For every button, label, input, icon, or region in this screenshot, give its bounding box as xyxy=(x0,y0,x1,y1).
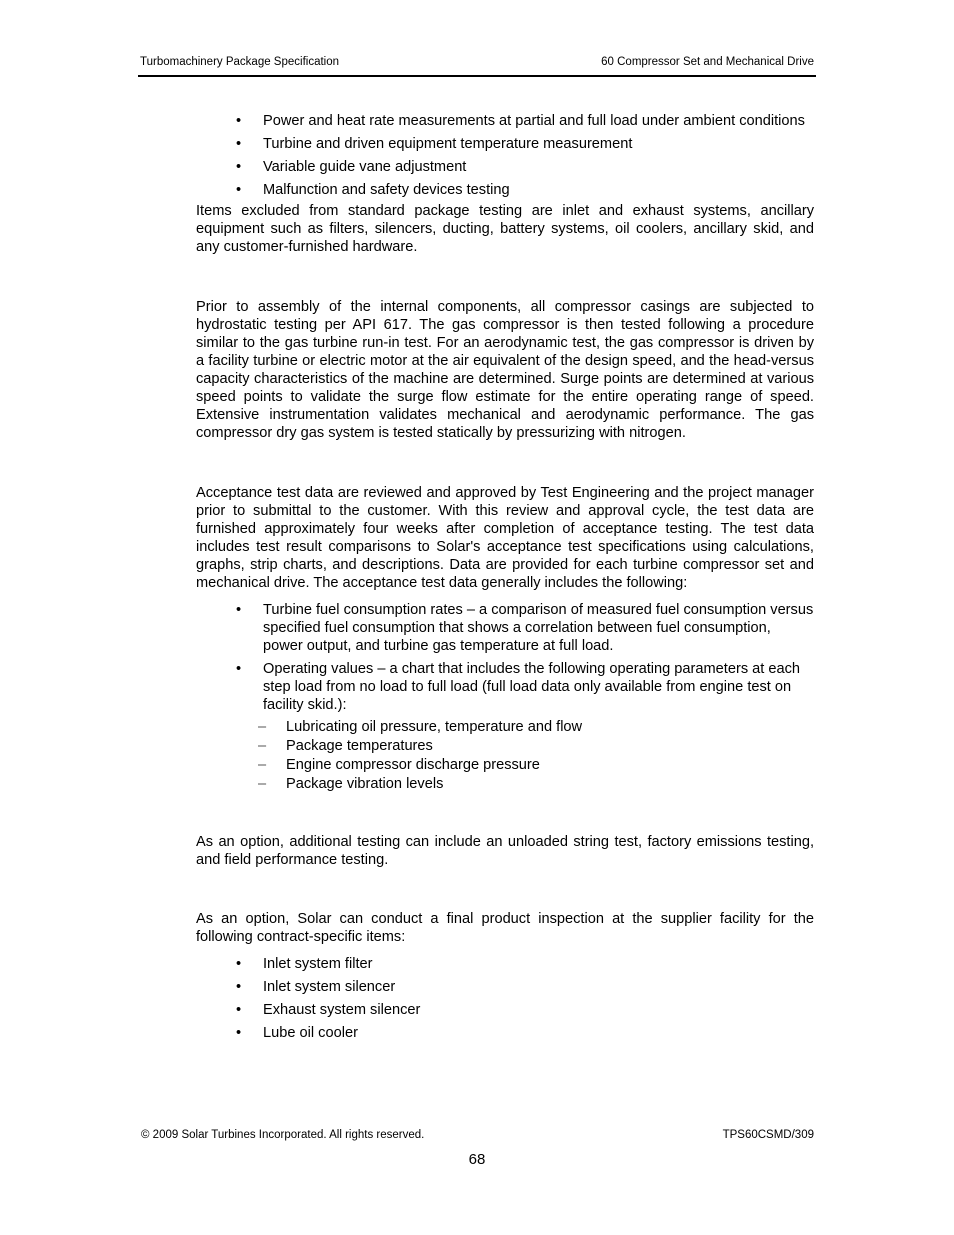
header-subtitle: 60 Compressor Set and Mechanical Drive xyxy=(601,56,814,68)
list-item: • Inlet system silencer xyxy=(236,979,396,995)
bullet-icon: • xyxy=(236,113,242,129)
dash-icon: – xyxy=(258,738,267,754)
list-item: • Lube oil cooler xyxy=(236,1025,358,1041)
inspection-items-list xyxy=(196,955,814,1042)
list-item: – Package temperatures xyxy=(258,738,433,754)
bullet-icon: • xyxy=(236,136,242,152)
bullet-icon: • xyxy=(236,979,242,995)
dash-icon: – xyxy=(258,719,267,735)
test-items-list xyxy=(196,112,814,199)
acceptance-data-list xyxy=(196,601,814,714)
operating-parameters-list xyxy=(196,718,814,793)
page-body xyxy=(196,112,814,1047)
page-header xyxy=(138,55,816,77)
bullet-icon: • xyxy=(236,602,242,618)
list-item: • Exhaust system silencer xyxy=(236,1002,421,1018)
bullet-icon: • xyxy=(236,1025,242,1041)
paragraph-optional-testing: As an option, additional testing can include an unloaded string test, factory emissions testing, and field performance testing. xyxy=(196,834,814,868)
bullet-icon: • xyxy=(236,182,242,198)
paragraph-acceptance-test-data: Acceptance test data are reviewed and approved by Test Engineering and the project manager prior to submittal to the customer. With this review and approval cycle, the test data are furnished approximately four weeks after completion of acceptance testing. The test data includes test result comparisons to Solar's acceptance test specifications using calculations, graphs, strip charts, and descriptions. Data are provided for each turbine compressor set and mechanical drive. The acceptance test data generally includes the following: xyxy=(196,485,814,591)
list-item: – Engine compressor discharge pressure xyxy=(258,757,540,773)
paragraph-product-inspection: As an option, Solar can conduct a final product inspection at the supplier facility for the following contract-specific items: xyxy=(196,911,814,945)
list-item: – Package vibration levels xyxy=(258,776,444,792)
list-item: • Turbine fuel consumption rates – a comparison of measured fuel consumption versus specified fuel consumption that shows a correlation between fuel consumption, power output, and turbine gas temperature at full load. xyxy=(236,602,814,654)
footer-doc-id: TPS60CSMD/309 xyxy=(722,1129,814,1141)
header-title: Turbomachinery Package Specification xyxy=(140,56,340,68)
dash-icon: – xyxy=(258,776,267,792)
page-number: 68 xyxy=(468,1151,486,1168)
bullet-icon: • xyxy=(236,1002,242,1018)
list-item: – Lubricating oil pressure, temperature and flow xyxy=(258,719,583,735)
list-item: • Inlet system filter xyxy=(236,956,373,972)
bullet-icon: • xyxy=(236,661,242,677)
footer-copyright: © 2009 Solar Turbines Incorporated. All rights reserved. xyxy=(141,1129,425,1141)
paragraph-compressor-testing: Prior to assembly of the internal components, all compressor casings are subjected to hydrostatic testing per API 617. The gas compressor is then tested following a procedure similar to the gas turbine run-in test. For an aerodynamic test, the gas compressor is driven by a facility turbine or electric motor at the air equivalent of the design speed, and the head-versus capacity characteristics of the machine are determined. Surge points are determined at various speed points to validate the surge flow estimate for the entire operating range of speed. Extensive instrumentation validates mechanical and aerodynamic performance. The gas compressor dry gas system is tested statically by pressurizing with nitrogen. xyxy=(196,299,814,441)
bullet-icon: • xyxy=(236,956,242,972)
list-item: • Variable guide vane adjustment xyxy=(236,159,467,175)
paragraph-excluded-items: Items excluded from standard package testing are inlet and exhaust systems, ancillary equipment such as filters, silencers, ducting, battery systems, oil coolers, ancillary skid, and any customer-furnished hardware. xyxy=(196,203,814,255)
list-item: • Operating values – a chart that includes the following operating parameters at each step load from no load to full load (full load data only available from engine test on facility skid.): xyxy=(236,661,801,713)
list-item: • Malfunction and safety devices testing xyxy=(236,182,510,198)
dash-icon: – xyxy=(258,757,267,773)
list-item: • Power and heat rate measurements at partial and full load under ambient conditions xyxy=(236,113,805,129)
list-item: • Turbine and driven equipment temperature measurement xyxy=(236,136,633,152)
bullet-icon: • xyxy=(236,159,242,175)
